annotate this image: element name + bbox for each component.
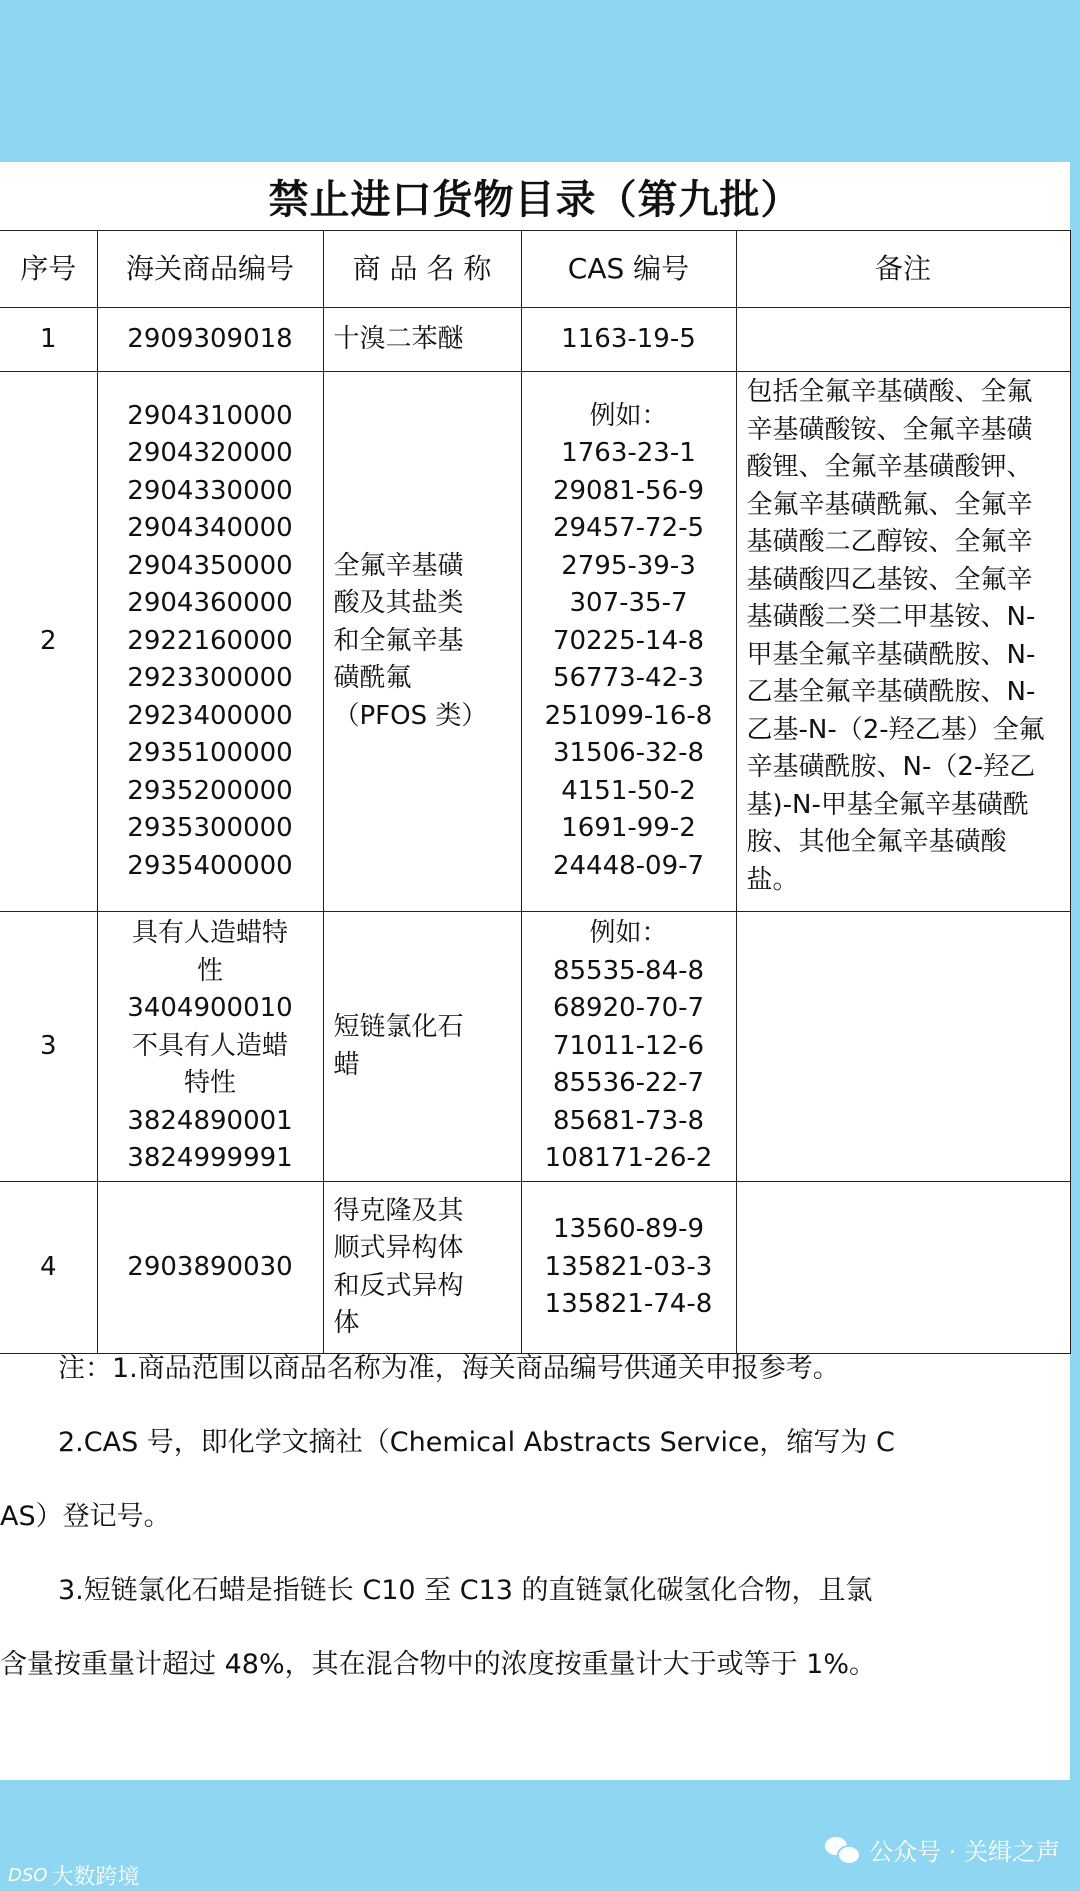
customs-code-line: 2935100000 bbox=[127, 738, 293, 769]
cell-name bbox=[323, 372, 521, 912]
header-name: 商 品 名 称 bbox=[323, 231, 521, 308]
cas-line: 85681-73-8 bbox=[552, 1105, 705, 1136]
customs-code-line: 性 bbox=[196, 955, 223, 986]
remark-line: 乙基全氟辛基磺酰胺、N- bbox=[746, 677, 1036, 707]
cas-line: 135821-03-3 bbox=[544, 1251, 713, 1282]
remark-line: 基磺酸二癸二甲基铵、N- bbox=[746, 602, 1036, 632]
cas-line: 1163-19-5 bbox=[561, 323, 696, 354]
customs-code-line: 不具有人造蜡 bbox=[131, 1030, 288, 1061]
remark-line: 酸锂、全氟辛基磺酸钾、 bbox=[746, 452, 1033, 482]
cas-line: 68920-70-7 bbox=[552, 993, 705, 1024]
customs-code-line: 2904310000 bbox=[127, 400, 293, 431]
cell-name bbox=[323, 308, 521, 372]
cas-line: 70225-14-8 bbox=[552, 625, 705, 656]
remark-line: 盐。 bbox=[746, 864, 799, 895]
watermark-left-text: 大数跨境 bbox=[51, 1865, 140, 1890]
customs-code-line: 3404900010 bbox=[127, 993, 293, 1024]
table-row bbox=[0, 1182, 1070, 1354]
cas-line: 31506-32-8 bbox=[552, 738, 705, 769]
remark-line: 基磺酸四乙基铵、全氟辛 bbox=[746, 564, 1033, 595]
customs-code-line: 2935400000 bbox=[127, 850, 293, 881]
cell-cas bbox=[521, 1182, 736, 1354]
customs-code-line: 2935200000 bbox=[127, 775, 293, 806]
table-row bbox=[0, 912, 1070, 1182]
brand-logo-icon: DSO bbox=[8, 1865, 48, 1886]
cell-cas bbox=[521, 372, 736, 912]
cas-line: 2795-39-3 bbox=[561, 550, 696, 581]
watermark-right bbox=[825, 1832, 1060, 1867]
cas-line: 4151-50-2 bbox=[561, 775, 696, 806]
remark-line: 甲基全氟辛基磺酰胺、N- bbox=[746, 639, 1036, 670]
cas-line: 29081-56-9 bbox=[552, 475, 705, 506]
notes-section bbox=[0, 1332, 1060, 1702]
cell-name bbox=[323, 1182, 521, 1354]
remark-line: 基)-N-甲基全氟辛基磺酰 bbox=[746, 789, 1029, 820]
cas-line: 307-35-7 bbox=[569, 588, 688, 619]
name-line: 短链氯化石 bbox=[333, 1012, 464, 1042]
cell-remark bbox=[736, 1182, 1070, 1354]
cell-cas bbox=[521, 912, 736, 1182]
name-line: 和反式异构 bbox=[333, 1270, 464, 1301]
note-3-cont: 含量按重量计超过 48%，其在混合物中的浓度按重量计大于或等于 1%。 bbox=[0, 1649, 877, 1680]
header-cas: CAS 编号 bbox=[521, 231, 736, 308]
name-line: 蜡 bbox=[333, 1049, 360, 1080]
customs-code-line: 2903890030 bbox=[127, 1251, 293, 1282]
note-3: 3.短链氯化石蜡是指链长 C10 至 C13 的直链氯化碳氢化合物，且氯 bbox=[58, 1575, 873, 1606]
cell-no: 4 bbox=[0, 1182, 97, 1354]
name-line: 十溴二苯醚 bbox=[333, 323, 464, 354]
name-line: 体 bbox=[333, 1308, 360, 1338]
cas-line: 56773-42-3 bbox=[552, 663, 705, 694]
prohibited-goods-table bbox=[0, 230, 1071, 1354]
cell-cas bbox=[521, 308, 736, 372]
remark-line: 包括全氟辛基磺酸、全氟 bbox=[746, 377, 1033, 407]
cas-line: 29457-72-5 bbox=[552, 513, 705, 544]
watermark-right-text: 公众号 · 关缉之声 bbox=[869, 1838, 1060, 1866]
cas-line: 85536-22-7 bbox=[552, 1068, 705, 1099]
cell-customs-code bbox=[97, 372, 323, 912]
name-line: 得克隆及其 bbox=[333, 1195, 464, 1226]
watermark-left bbox=[8, 1860, 139, 1891]
header-remark: 备注 bbox=[736, 231, 1070, 308]
customs-code-line: 2909309018 bbox=[127, 323, 293, 354]
cas-line: 71011-12-6 bbox=[552, 1030, 705, 1061]
table-row bbox=[0, 308, 1070, 372]
customs-code-line: 2904330000 bbox=[127, 475, 293, 506]
name-line: 和全氟辛基 bbox=[333, 625, 464, 656]
cas-line: 108171-26-2 bbox=[544, 1143, 713, 1174]
remark-line: 全氟辛基磺酰氟、全氟辛 bbox=[746, 489, 1033, 520]
name-line: 酸及其盐类 bbox=[333, 588, 464, 619]
cell-no: 3 bbox=[0, 912, 97, 1182]
note-2-cont: AS）登记号。 bbox=[0, 1501, 171, 1532]
cell-name bbox=[323, 912, 521, 1182]
name-line: 磺酰氟 bbox=[333, 663, 412, 694]
cas-line: 例如： bbox=[589, 400, 668, 431]
cell-customs-code bbox=[97, 1182, 323, 1354]
customs-code-line: 3824890001 bbox=[127, 1105, 293, 1136]
customs-code-line: 2904340000 bbox=[127, 513, 293, 544]
cas-line: 85535-84-8 bbox=[552, 955, 705, 986]
cas-line: 13560-89-9 bbox=[552, 1214, 705, 1245]
remark-line: 辛基磺酰胺、N-（2-羟乙 bbox=[746, 752, 1036, 782]
remark-line: 辛基磺酸铵、全氟辛基磺 bbox=[746, 414, 1033, 445]
note-1: 注：1.商品范围以商品名称为准，海关商品编号供通关申报参考。 bbox=[58, 1353, 840, 1384]
name-line: 顺式异构体 bbox=[333, 1233, 464, 1263]
cell-customs-code bbox=[97, 912, 323, 1182]
customs-code-line: 2904350000 bbox=[127, 550, 293, 581]
cas-line: 24448-09-7 bbox=[552, 850, 705, 881]
note-2: 2.CAS 号，即化学文摘社（Chemical Abstracts Service，缩写为 C bbox=[58, 1427, 895, 1458]
cell-no: 1 bbox=[0, 308, 97, 372]
customs-code-line: 2923400000 bbox=[127, 700, 293, 731]
customs-code-line: 具有人造蜡特 bbox=[131, 918, 288, 949]
cell-remark bbox=[736, 912, 1070, 1182]
customs-code-line: 2935300000 bbox=[127, 813, 293, 844]
table-header-row bbox=[0, 231, 1070, 308]
document-page bbox=[0, 162, 1070, 1780]
name-line: （PFOS 类） bbox=[333, 700, 488, 731]
page-title: 禁止进口货物目录（第九批） bbox=[268, 175, 802, 223]
header-no: 序号 bbox=[0, 231, 97, 308]
header-customs-code: 海关商品编号 bbox=[97, 231, 323, 308]
table-row bbox=[0, 372, 1070, 912]
cas-line: 135821-74-8 bbox=[544, 1289, 713, 1320]
cell-customs-code bbox=[97, 308, 323, 372]
name-line: 全氟辛基磺 bbox=[333, 550, 464, 581]
customs-code-line: 特性 bbox=[183, 1068, 236, 1099]
cas-line: 例如： bbox=[589, 918, 668, 949]
customs-code-line: 2922160000 bbox=[127, 625, 293, 656]
cas-line: 251099-16-8 bbox=[544, 700, 713, 731]
cell-remark bbox=[736, 308, 1070, 372]
cell-no: 2 bbox=[0, 372, 97, 912]
remark-line: 乙基-N-（2-羟乙基）全氟 bbox=[746, 714, 1045, 745]
wechat-icon bbox=[825, 1837, 859, 1863]
remark-line: 基磺酸二乙醇铵、全氟辛 bbox=[746, 527, 1033, 557]
cell-remark bbox=[736, 372, 1070, 912]
cas-line: 1691-99-2 bbox=[561, 813, 696, 844]
customs-code-line: 2904320000 bbox=[127, 438, 293, 469]
cas-line: 1763-23-1 bbox=[561, 438, 696, 469]
customs-code-line: 3824999991 bbox=[127, 1143, 293, 1174]
customs-code-line: 2904360000 bbox=[127, 588, 293, 619]
customs-code-line: 2923300000 bbox=[127, 663, 293, 694]
remark-line: 胺、其他全氟辛基磺酸 bbox=[746, 827, 1007, 857]
